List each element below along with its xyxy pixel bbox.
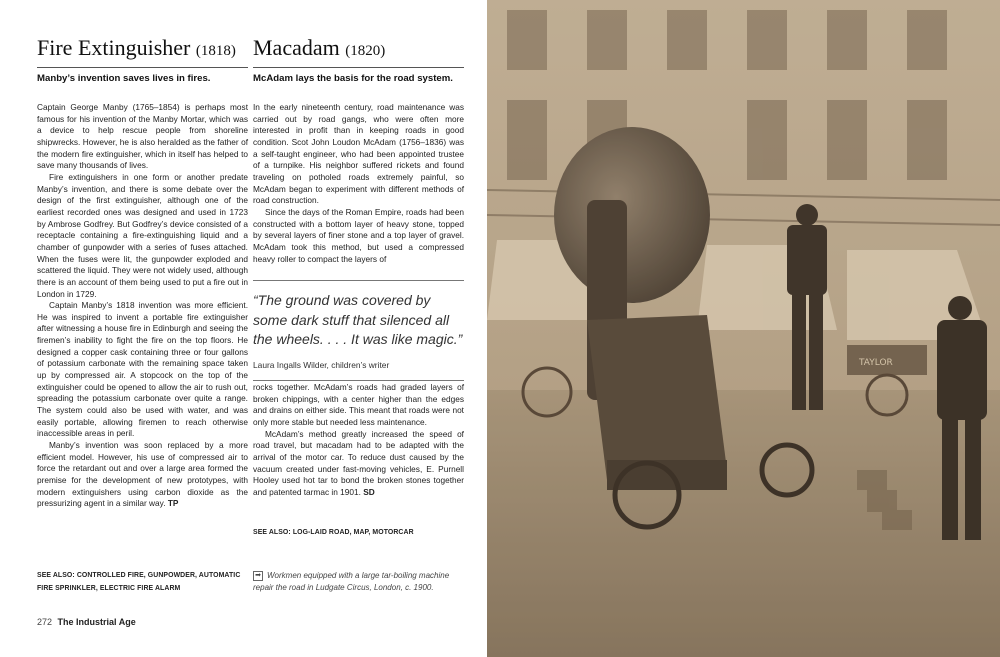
paragraph: Captain Manby’s 1818 invention was more efficient. He was inspired to invent a portable fire extinguisher after witnessing a house fire in Edinburgh and seeing the firemen’s inability to fight the fire on the top floors. He designed a copper cask containing three or four gallons of potassium carbonate with the remaining space taken up by compressed air. A stopcock on the top of the extinguisher could be opened to allow the air to rush out, spreading the potassium carbonate over quite a range. The system could also be used with water, and was easily portable, allowing firemen to reach otherwise inaccessible areas in peril.: [37, 300, 248, 439]
title-rule: [253, 67, 464, 68]
paragraph: rocks together. McAdam’s roads had graded layers of broken chippings, with a center higher than the edges and drains on either side. This meant that roads were not only more stable but needed less maintenance.: [253, 382, 464, 427]
historic-photo: [487, 0, 1000, 657]
fire-extinguisher-article: [37, 36, 248, 510]
article-subtitle: Manby’s invention saves lives in fires.: [37, 73, 211, 84]
photo-caption: [253, 570, 464, 594]
author-initials: SD: [363, 486, 375, 497]
author-initials: TP: [167, 498, 179, 509]
see-also-items: LOG-LAID ROAD, MAP, MOTORCAR: [292, 529, 414, 536]
caption-text: Workmen equipped with a large tar-boiling machine repair the road in Ludgate Circus, London, c. 1900.: [253, 571, 450, 592]
page-footer: [37, 617, 136, 627]
paragraph: [37, 440, 248, 510]
macadam-article: [253, 36, 464, 265]
text-page: [0, 0, 487, 657]
article-body: [37, 102, 248, 510]
title-text: Macadam: [253, 35, 340, 60]
see-also-label: SEE ALSO:: [253, 529, 291, 536]
see-also-items: CONTROLLED FIRE, GUNPOWDER, AUTOMATIC FIRE SPRINKLER, ELECTRIC FIRE ALARM: [37, 572, 241, 592]
article-body-continued: [253, 382, 464, 499]
quote-attribution: Laura Ingalls Wilder, children’s writer: [253, 359, 390, 370]
paragraph: Fire extinguishers in one form or another predate Manby’s invention, and there is some debate over the design of the first extinguisher, although one of the earliest recorded ones was designed and used in 1723 by Ambrose Godfrey. But Godfrey’s device consisted of a receptacle containing a fire-extinguishing liquid and a chamber of gunpowder with a series of fuses attached. When the fuses were lit, the gunpowder exploded and scattered the liquid. They were not widely used, although there is an account of them being used to put a fire out in London in 1729.: [37, 171, 248, 299]
see-also-fire: [37, 569, 248, 595]
pull-quote: [253, 280, 464, 381]
article-subtitle: McAdam lays the basis for the road system.: [253, 73, 453, 84]
photo-illustration: [487, 0, 1000, 657]
title-rule: [37, 67, 248, 68]
title-year: (1820): [345, 43, 386, 59]
section-name: The Industrial Age: [57, 617, 136, 627]
paragraph-text: Manby’s invention was soon replaced by a more efficient model. However, his use of compressed air to force the retardant out and over a large area formed the premise for the development of new prototypes, with modern extinguishers using carbon dioxide as the pressurizing agent in a similar way.: [37, 440, 248, 509]
title-text: Fire Extinguisher: [37, 35, 191, 60]
article-body: [253, 102, 464, 265]
sepia-overlay: [487, 0, 1000, 657]
carriage-sign: TAYLOR: [859, 358, 893, 368]
quote-text: “The ground was covered by some dark stuff that silenced all the wheels. . . . It was like magic.”: [253, 292, 463, 348]
see-also-macadam: [253, 526, 464, 539]
article-title: [253, 36, 464, 63]
paragraph: Since the days of the Roman Empire, roads had been constructed with a bottom layer of heavy stone, topped by several layers of finer stone and a top layer of gravel. McAdam took this method, but used a compressed heavy roller to compact the layers of: [253, 206, 464, 264]
paragraph: Captain George Manby (1765–1854) is perhaps most famous for his invention of the Manby Mortar, which was a device to help rescue people from shoreline shipwrecks. However, he is also heralded as the father of the modern fire extinguisher, which in itself has helped to save many thousands of lives.: [37, 102, 248, 171]
see-also-label: SEE ALSO:: [37, 572, 75, 579]
paragraph: In the early nineteenth century, road maintenance was carried out by road gangs, who were often more interested in profit than in keeping roads in good condition. Scot John Loudon McAdam (1756–1836) was a self-taught engineer, who had been appointed trustee of a turnpike. His neighbor suffered rickets and found traveling on potholed roads extremely painful, so McAdam began to experiment with different methods of road construction.: [253, 102, 464, 206]
arrow-box-icon: ➡: [253, 571, 263, 581]
page-number: 272: [37, 617, 53, 627]
title-year: (1818): [195, 43, 236, 59]
article-title: [37, 36, 248, 63]
paragraph: [253, 429, 464, 499]
paragraph-text: McAdam’s method greatly increased the speed of road travel, but macadam had to be adapted with the arrival of the motor car. To reduce dust caused by the vacuum created under fast-moving vehicles, E. Purnell Hooley used hot tar to bond the broken stones together and patented tarmac in 1901.: [253, 428, 464, 497]
